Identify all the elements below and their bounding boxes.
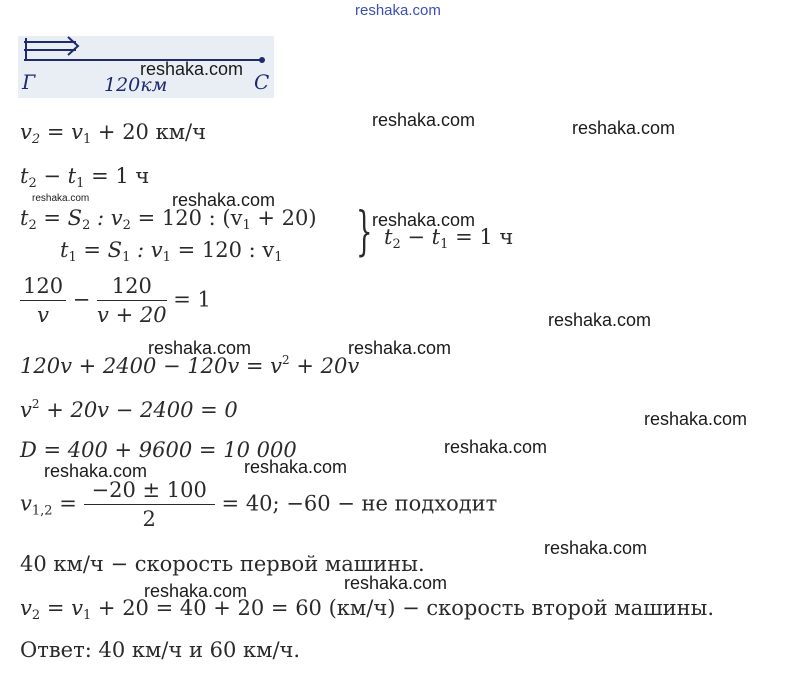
fraction-first: $\frac{120}{v}$ [20,276,66,326]
equation-expanded: $120v + 2400 - 120v = v^2 + 20v$ [20,353,360,378]
equation-quadratic: $v^2 + 20v - 2400 = 0$ [20,397,238,422]
statement-second-car-speed: $v_2 = v_1 + 20 = 40 + 20 = 60$ (км/ч) − скорость второй машины. [20,596,715,623]
watermark: reshaka.com [548,310,652,330]
watermark: reshaka.com [344,573,448,593]
equation-system-result: $t_2 - t_1 = 1$ ч [384,225,514,252]
watermark: reshaka.com [644,409,748,429]
sketch-distance-label: 120км [104,74,168,96]
equation-t2: $t_2 = S_2$ : $v_2 = 120$ : $(v_1 + 20)$ [20,206,317,233]
answer-line: Ответ: 40 км/ч и 60 км/ч. [20,638,301,662]
fraction-second: $\frac{120}{v + 20}$ [97,274,167,327]
statement-first-car-speed: 40 км/ч − скорость первой машины. [20,552,425,576]
system-brace-icon: } [356,202,373,262]
watermark-top: reshaka.com [355,2,441,19]
equation-roots: $v_{1,2}$ = $\frac{-20 \pm 100}{2}$ = 40; −60 − не подходит [20,478,498,531]
watermark: reshaka.com [444,437,548,457]
sketch-end-label: С [254,70,270,94]
equation-t1: $t_1 = S_1$ : $v_1 = 120$ : $v_1$ [60,238,283,265]
watermark-small: reshaka.com [32,193,90,204]
watermark: reshaka.com [44,461,148,481]
equation-discriminant: D = 400 + 9600 = 10 000 [20,438,297,462]
equation-time-difference: $t_2 - t_1 = 1$ ч [20,164,150,191]
equation-fractions: $\frac{120}{v}$ − $\frac{120}{v + 20}$ = 1 [20,276,211,326]
sketch-start-label: Г [22,70,36,94]
watermark: reshaka.com [348,338,452,358]
watermark: reshaka.com [572,118,676,138]
watermark: reshaka.com [140,59,244,79]
watermark: reshaka.com [372,110,476,130]
fraction-roots: $\frac{-20 \pm 100}{2}$ [84,480,215,530]
watermark: reshaka.com [172,190,276,210]
watermark: reshaka.com [244,457,348,477]
watermark: reshaka.com [372,210,476,230]
watermark: reshaka.com [148,338,252,358]
equation-speed-relation: $v_2 = v_1 + 20$ км/ч [20,120,207,147]
watermark: reshaka.com [144,581,248,601]
watermark: reshaka.com [544,538,648,558]
